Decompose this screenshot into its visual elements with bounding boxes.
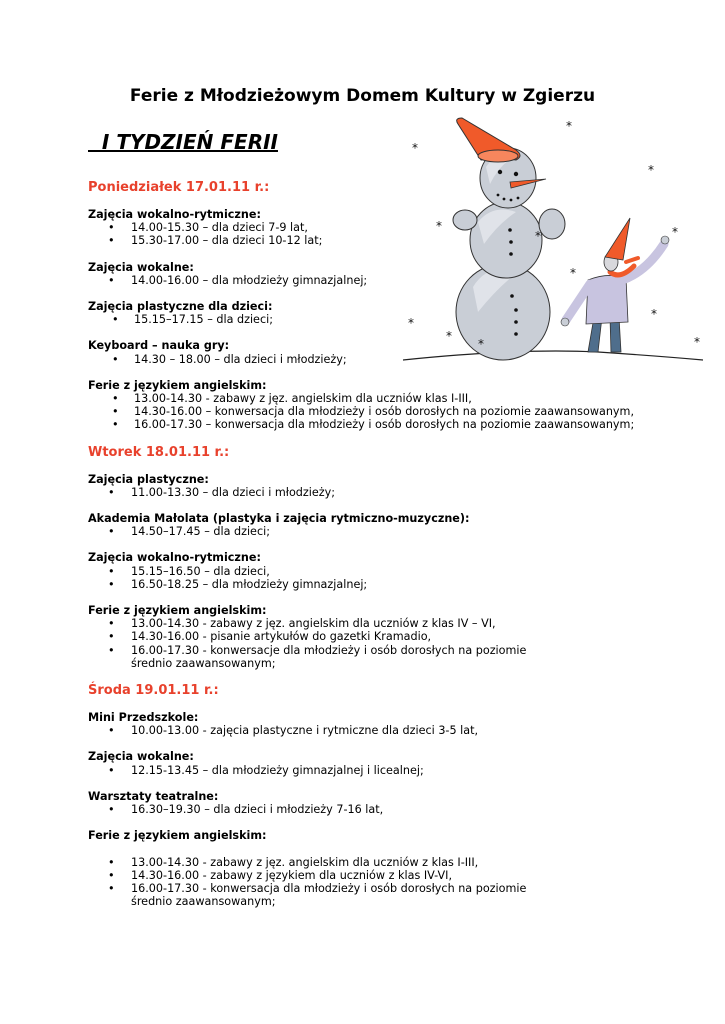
- activity-list: [88, 764, 688, 777]
- week-heading: I TYDZIEŃ FERII: [88, 130, 278, 154]
- list-item: • 16.00-17.30 - konwersacje dla młodzieży i osób dorosłych na poziomie średnio zaawansowanym;: [88, 644, 688, 670]
- svg-text:*: *: [446, 329, 452, 343]
- list-item: • 11.00-13.30 – dla dzieci i młodzieży;: [88, 486, 688, 499]
- list-item: • 13.00-14.30 - zabawy z jęz. angielskim dla uczniów z klas I-III,: [88, 856, 688, 869]
- section-heading: Zajęcia wokalno-rytmiczne:: [88, 208, 261, 221]
- day-heading: Wtorek 18.01.11 r.:: [88, 444, 230, 460]
- list-item: • 15.15–16.50 – dla dzieci,: [88, 565, 688, 578]
- list-item: • 10.00-13.00 - zajęcia plastyczne i rytmiczne dla dzieci 3-5 lat,: [88, 724, 688, 737]
- activity-list: [88, 565, 688, 591]
- svg-text:*: *: [535, 229, 541, 243]
- activity-list: [88, 525, 688, 538]
- list-item: • 16.30–19.30 – dla dzieci i młodzieży 7-16 lat,: [88, 803, 688, 816]
- activity-list: [88, 856, 688, 909]
- section-heading: Zajęcia plastyczne dla dzieci:: [88, 300, 273, 314]
- svg-text:*: *: [694, 335, 700, 349]
- svg-text:*: *: [651, 307, 657, 321]
- list-item: • 13.00-14.30 - zabawy z jęz. angielskim dla uczniów klas I-III,: [88, 392, 688, 405]
- section-heading: Ferie z językiem angielskim:: [88, 378, 267, 392]
- section-heading: Zajęcia plastyczne:: [88, 472, 209, 486]
- svg-text:*: *: [566, 119, 572, 133]
- section-heading: Ferie z językiem angielskim:: [88, 604, 267, 618]
- list-item: • 16.00-17.30 – konwersacja dla młodzieży i osób dorosłych na poziomie zaawansowanym;: [88, 418, 688, 431]
- svg-text:*: *: [478, 337, 484, 351]
- section-heading: Zajęcia wokalno-rytmiczne:: [88, 551, 261, 565]
- activity-list: [88, 486, 688, 499]
- activity-list: [88, 392, 688, 432]
- svg-text:*: *: [412, 141, 418, 155]
- list-item: • 15.15–17.15 – dla dzieci;: [88, 313, 688, 326]
- section-heading: Zajęcia wokalne:: [88, 260, 194, 274]
- snowman-and-child-icon: [398, 112, 708, 382]
- section-heading: Zajęcia wokalne:: [88, 750, 194, 764]
- svg-text:*: *: [672, 225, 678, 239]
- day-heading: Środa 19.01.11 r.:: [88, 683, 219, 699]
- page-title: Ferie z Młodzieżowym Domem Kultury w Zgierzu: [129, 86, 596, 106]
- list-item: • 16.00-17.30 - konwersacja dla młodzieży i osób dorosłych na poziomie średnio zaawansowanym;: [88, 882, 688, 908]
- list-item: • 16.50-18.25 – dla młodzieży gimnazjalnej;: [88, 578, 688, 591]
- list-item: • 14.30-16.00 – konwersacja dla młodzieży i osób dorosłych na poziomie zaawansowanym,: [88, 405, 688, 418]
- svg-text:*: *: [408, 316, 414, 330]
- list-item: • 14.30-16.00 - zabawy z językiem dla uczniów z klas IV-VI,: [88, 869, 688, 882]
- list-item: • 14.30-16.00 - pisanie artykułów do gazetki Kramadio,: [88, 630, 688, 643]
- svg-text:*: *: [648, 163, 654, 177]
- list-item: • 15.30-17.00 – dla dzieci 10-12 lat;: [88, 234, 688, 247]
- list-item: • 14.50–17.45 – dla dzieci;: [88, 525, 688, 538]
- section-heading: Mini Przedszkole:: [88, 711, 199, 725]
- list-item: • 14.30 – 18.00 – dla dzieci i młodzieży;: [88, 353, 688, 366]
- svg-text:*: *: [436, 219, 442, 233]
- day-heading: Poniedziałek 17.01.11 r.:: [88, 180, 270, 195]
- section-heading: Ferie z językiem angielskim:: [88, 829, 267, 843]
- activity-list: [88, 724, 688, 737]
- activity-list: [88, 617, 688, 670]
- section-heading: Warsztaty teatralne:: [88, 789, 219, 803]
- section-heading: Akademia Małolata (plastyka i zajęcia rytmiczno-muzyczne):: [88, 512, 470, 526]
- section-heading: Keyboard – nauka gry:: [88, 339, 230, 353]
- list-item: • 12.15-13.45 – dla młodzieży gimnazjalnej i licealnej;: [88, 764, 688, 777]
- list-item: • 14.00-15.30 – dla dzieci 7-9 lat,: [88, 221, 688, 234]
- list-item: • 14.00-16.00 – dla młodzieży gimnazjalnej;: [88, 274, 688, 287]
- svg-text:*: *: [570, 266, 576, 280]
- activity-list: [88, 803, 688, 816]
- list-item: • 13.00-14.30 - zabawy z jęz. angielskim dla uczniów z klas IV – VI,: [88, 617, 688, 630]
